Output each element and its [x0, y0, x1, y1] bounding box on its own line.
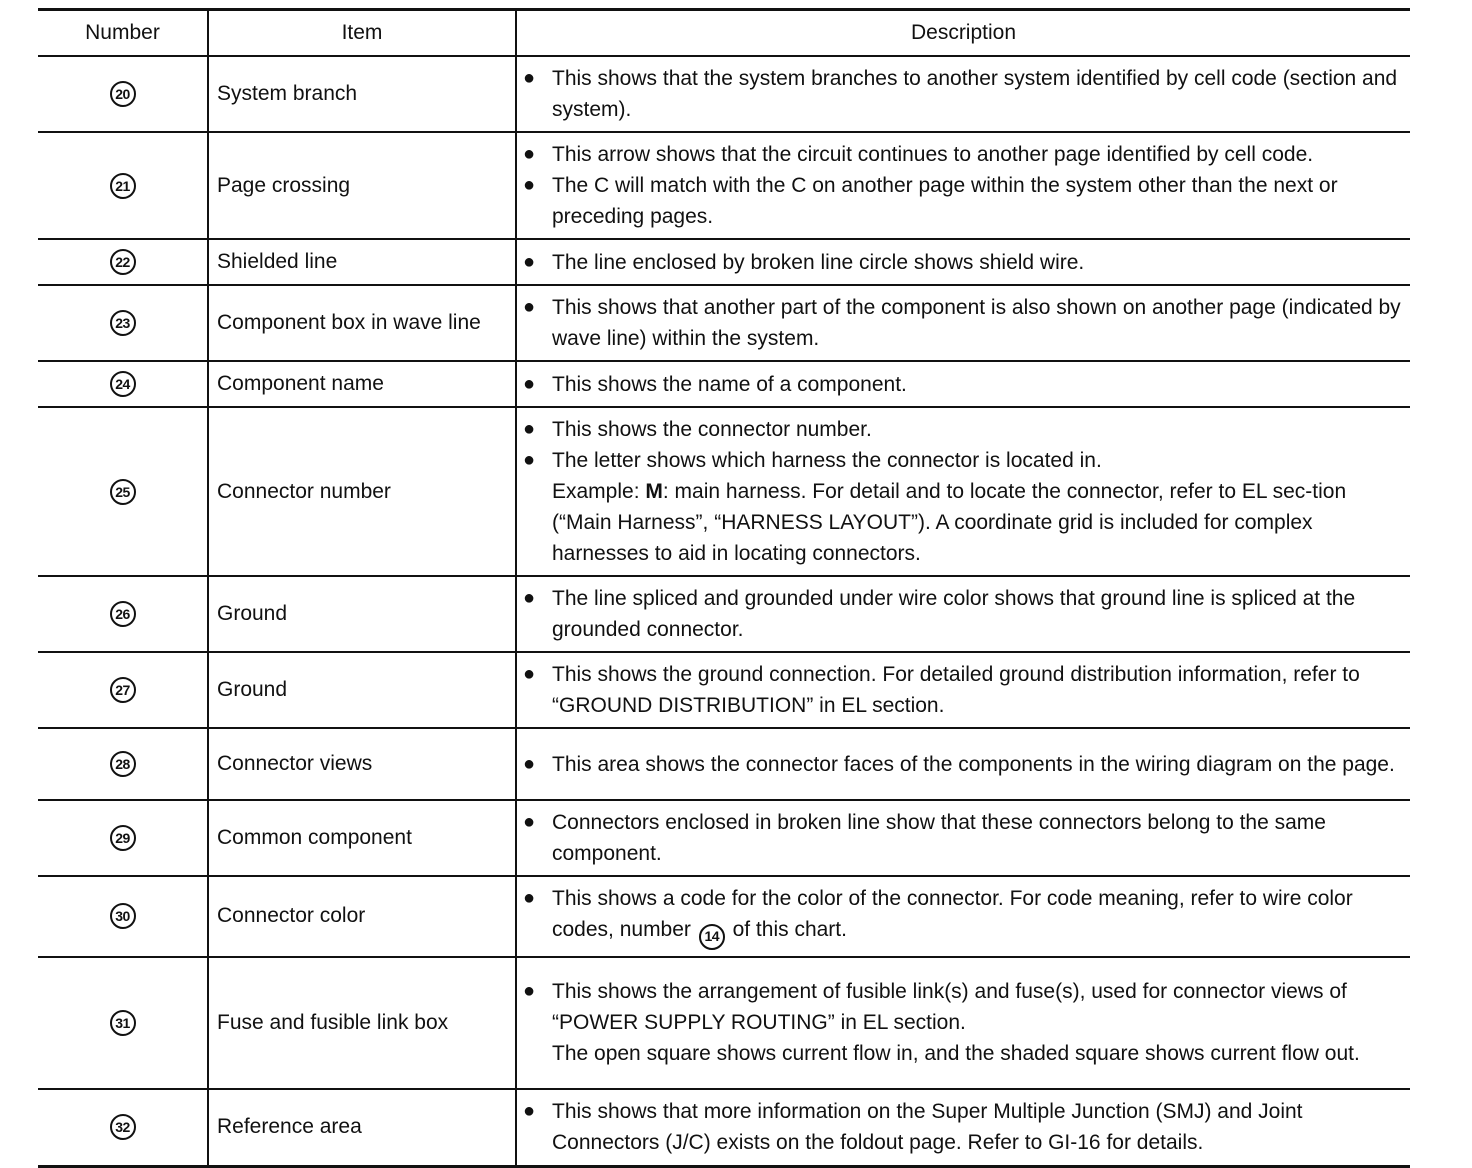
row-item: Fuse and fusible link box — [208, 957, 516, 1089]
bullet-icon: ● — [523, 811, 536, 833]
table-row — [38, 652, 1410, 728]
bullet-text: This arrow shows that the circuit continues to another page identified by cell code. — [552, 143, 1314, 166]
bullet-text: This shows the connector number. — [552, 418, 872, 441]
table-row — [38, 576, 1410, 652]
bullet-icon: ● — [523, 980, 536, 1002]
bullet-item — [523, 445, 1402, 476]
bullet-text: The letter shows which harness the connector is located in. — [552, 449, 1102, 472]
bullet-item — [523, 414, 1402, 445]
bullet-icon: ● — [523, 143, 536, 165]
circled-number: 31 — [110, 1010, 136, 1036]
example-text: : main harness. For detail and to locate the connector, refer to EL sec-tion (“Main Harness”, “HARNESS LAYOUT”). A coordinate grid is included for complex harnesses to aid in locating connectors. — [552, 480, 1347, 565]
circled-number: 26 — [110, 601, 136, 627]
row-item: Component box in wave line — [208, 285, 516, 361]
circled-number: 29 — [110, 825, 136, 851]
row-item: Shielded line — [208, 239, 516, 285]
row-item: Common component — [208, 800, 516, 876]
bullet-text: This shows the arrangement of fusible link(s) and fuse(s), used for connector views of “POWER SUPPLY ROUTING” in EL section. — [552, 980, 1347, 1034]
bullet-icon: ● — [523, 752, 536, 775]
bullet-text: The line spliced and grounded under wire color shows that ground line is spliced at the grounded connector. — [552, 587, 1356, 641]
row-item: Component name — [208, 361, 516, 407]
bullet-item — [523, 247, 1402, 278]
header-item: Item — [208, 10, 516, 57]
row-description — [516, 1089, 1410, 1167]
row-item: System branch — [208, 56, 516, 132]
circled-number: 20 — [110, 81, 136, 107]
table-row — [38, 728, 1410, 800]
table-row — [38, 1089, 1410, 1167]
bullet-icon: ● — [523, 67, 536, 89]
bullet-item — [523, 883, 1402, 950]
row-number-cell — [38, 56, 208, 132]
table-row — [38, 361, 1410, 407]
text-after-ref: of this chart. — [726, 918, 847, 941]
text-before-ref: This shows a code for the color of the connector. For code meaning, refer to wire color codes, number — [552, 887, 1353, 941]
bullet-item — [523, 659, 1402, 721]
header-description: Description — [516, 10, 1410, 57]
row-description — [516, 652, 1410, 728]
row-number-cell — [38, 1089, 208, 1167]
bullet-text: This area shows the connector faces of the components in the wiring diagram on the page. — [552, 752, 1395, 776]
example-code: M — [645, 480, 663, 503]
table-row — [38, 56, 1410, 132]
bullet-icon: ● — [523, 587, 536, 609]
bullet-text: The line enclosed by broken line circle shows shield wire. — [552, 250, 1085, 274]
row-number-cell — [38, 800, 208, 876]
description-paragraph: The open square shows current flow in, and the shaded square shows current flow out. — [552, 1042, 1360, 1065]
circled-number: 24 — [110, 371, 136, 397]
row-number-cell — [38, 407, 208, 576]
reference-table — [38, 8, 1410, 1168]
table-row — [38, 239, 1410, 285]
example-paragraph — [523, 476, 1402, 569]
row-description — [516, 800, 1410, 876]
bullet-icon: ● — [523, 1100, 536, 1123]
row-item: Ground — [208, 652, 516, 728]
row-description — [516, 407, 1410, 576]
row-number-cell — [38, 728, 208, 800]
bullet-item — [523, 170, 1402, 232]
header-row — [38, 10, 1410, 57]
row-number-cell — [38, 576, 208, 652]
example-label: Example: — [552, 480, 646, 503]
row-description — [516, 361, 1410, 407]
row-description — [516, 728, 1410, 800]
row-item: Connector number — [208, 407, 516, 576]
row-description — [516, 56, 1410, 132]
bullet-item — [523, 583, 1402, 645]
circled-number: 30 — [110, 903, 136, 929]
bullet-text: This shows that another part of the component is also shown on another page (indicated by wave line) within the system. — [552, 296, 1401, 350]
bullet-item — [523, 63, 1402, 125]
row-item: Connector views — [208, 728, 516, 800]
bullet-icon: ● — [523, 296, 536, 318]
bullet-icon: ● — [523, 174, 536, 196]
row-number-cell — [38, 957, 208, 1089]
circled-number: 27 — [110, 677, 136, 703]
circled-number: 22 — [110, 249, 136, 275]
bullet-text: This shows that the system branches to another system identified by cell code (section and system). — [552, 67, 1398, 121]
bullet-text — [552, 883, 1402, 950]
circled-number: 21 — [110, 173, 136, 199]
row-number-cell — [38, 361, 208, 407]
row-item: Page crossing — [208, 132, 516, 239]
circled-number: 28 — [110, 751, 136, 777]
row-item: Ground — [208, 576, 516, 652]
bullet-text: This shows that more information on the Super Multiple Junction (SMJ) and Joint Connectors (J/C) exists on the foldout page. Refer to GI-16 for details. — [552, 1100, 1303, 1155]
bullet-text: This shows the ground connection. For detailed ground distribution information, refer to “GROUND DISTRIBUTION” in EL section. — [552, 663, 1360, 717]
bullet-item — [523, 807, 1402, 869]
row-number-cell — [38, 239, 208, 285]
bullet-icon: ● — [523, 372, 536, 395]
circled-reference-number: 14 — [699, 924, 725, 950]
bullet-text: This shows the name of a component. — [552, 372, 907, 396]
circled-number: 32 — [110, 1114, 136, 1140]
bullet-icon: ● — [523, 663, 536, 685]
row-description — [516, 285, 1410, 361]
header-number: Number — [38, 10, 208, 57]
row-item: Connector color — [208, 876, 516, 957]
circled-number: 23 — [110, 310, 136, 336]
bullet-text: The C will match with the C on another page within the system other than the next or preceding pages. — [552, 174, 1338, 228]
table-row — [38, 876, 1410, 957]
row-number-cell — [38, 285, 208, 361]
row-description — [516, 576, 1410, 652]
bullet-item — [523, 1096, 1402, 1158]
row-description — [516, 957, 1410, 1089]
circled-number: 25 — [110, 479, 136, 505]
bullet-icon: ● — [523, 449, 536, 471]
bullet-icon: ● — [523, 250, 536, 273]
bullet-icon: ● — [523, 887, 536, 909]
row-number-cell — [38, 876, 208, 957]
row-number-cell — [38, 652, 208, 728]
bullet-item — [523, 139, 1402, 170]
row-item: Reference area — [208, 1089, 516, 1167]
bullet-icon: ● — [523, 418, 536, 440]
bullet-text: Connectors enclosed in broken line show that these connectors belong to the same component. — [552, 811, 1326, 865]
row-number-cell — [38, 132, 208, 239]
table-row — [38, 957, 1410, 1089]
bullet-item — [523, 369, 1402, 400]
bullet-item — [523, 976, 1402, 1038]
bullet-item — [523, 292, 1402, 354]
table-body — [38, 56, 1410, 1167]
table-row — [38, 800, 1410, 876]
table-row — [38, 285, 1410, 361]
row-description — [516, 132, 1410, 239]
table-row — [38, 407, 1410, 576]
row-description — [516, 876, 1410, 957]
table-row — [38, 132, 1410, 239]
row-description — [516, 239, 1410, 285]
bullet-item — [523, 749, 1402, 780]
